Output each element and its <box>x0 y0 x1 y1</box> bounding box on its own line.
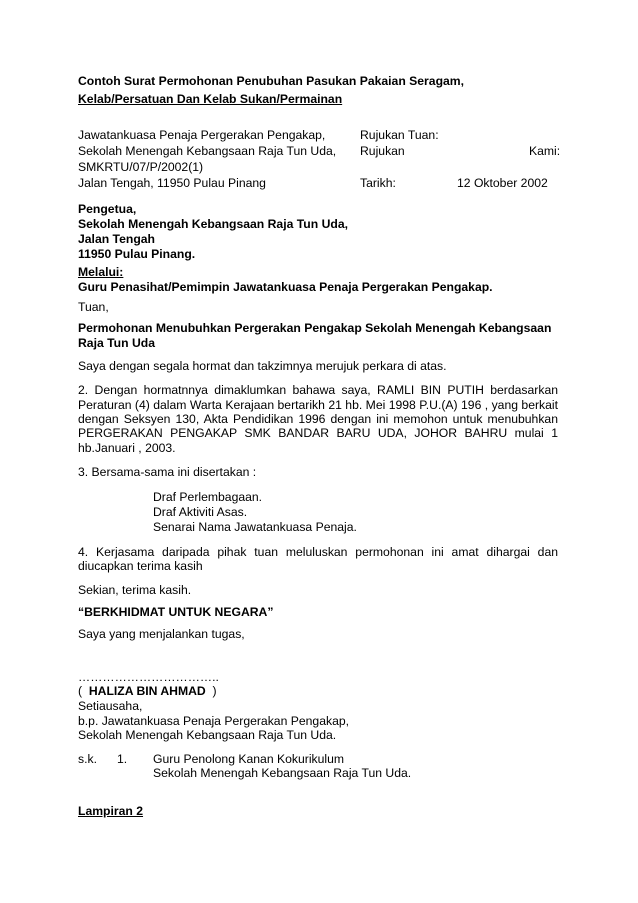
signature-name-line <box>78 684 217 699</box>
signoff: Saya yang menjalankan tugas, <box>78 627 245 641</box>
paragraph-2-line-2: Peraturan (4) dalam Warta Kerajaan bertarikh 21 hb. Mei 1998 P.U.(A) 196 , yang berkait <box>78 398 558 412</box>
cc-line-2: Sekolah Menengah Kebangsaan Raja Tun Uda. <box>153 766 412 780</box>
cc-number: 1. <box>117 752 128 766</box>
paragraph-2-line-5: hb.Januari , 2003. <box>78 441 176 455</box>
attachment-item-1: Draf Perlembagaan. <box>153 490 263 504</box>
our-reference-suffix: Kami: <box>529 144 561 158</box>
title-line-1: Contoh Surat Permohonan Penubuhan Pasukan Pakaian Seragam, <box>78 74 465 88</box>
sender-line-2: Sekolah Menengah Kebangsaan Raja Tun Uda, <box>78 144 337 158</box>
signature-dots: …………………………….. <box>78 670 219 684</box>
signatory-name: HALIZA BIN AHMAD <box>88 684 206 698</box>
signature-close-paren: ) <box>212 684 217 698</box>
paragraph-2-line-1: 2. Dengan hormatnnya dimaklumkan bahawa saya, RAMLI BIN PUTIH berdasarkan <box>78 383 558 397</box>
paragraph-3-intro: 3. Bersama-sama ini disertakan : <box>78 465 257 479</box>
paragraph-1: Saya dengan segala hormat dan takzimnya merujuk perkara di atas. <box>78 359 447 373</box>
subject-line-2: Raja Tun Uda <box>78 336 155 350</box>
title-line-2: Kelab/Persatuan Dan Kelab Sukan/Permainan <box>78 92 343 106</box>
recipient-line-4: 11950 Pulau Pinang. <box>78 247 196 261</box>
paragraph-4-line-1: 4. Kerjasama daripada pihak tuan meluluskan permohonan ini amat dihargai dan <box>78 545 558 559</box>
signatory-org-2: Sekolah Menengah Kebangsaan Raja Tun Uda. <box>78 728 337 742</box>
salutation: Tuan, <box>78 300 109 314</box>
paragraph-4-line-2: diucapkan terima kasih <box>78 559 203 573</box>
attachment-item-3: Senarai Nama Jawatankuasa Penaja. <box>153 520 357 534</box>
recipient-line-1: Pengetua, <box>78 202 137 216</box>
signatory-org-1: b.p. Jawatankuasa Penaja Pergerakan Pengakap, <box>78 714 350 728</box>
closing: Sekian, terima kasih. <box>78 583 192 597</box>
date-value: 12 Oktober 2002 <box>457 176 548 190</box>
via-name: Guru Penasihat/Pemimpin Jawatankuasa Penaja Pergerakan Pengakap. <box>78 280 493 294</box>
recipient-line-3: Jalan Tengah <box>78 232 155 246</box>
subject-line-1: Permohonan Menubuhkan Pergerakan Pengakap Sekolah Menengah Kebangsaan <box>78 321 552 335</box>
attachment-item-2: Draf Aktiviti Asas. <box>153 505 248 519</box>
recipient-line-2: Sekolah Menengah Kebangsaan Raja Tun Uda, <box>78 217 348 231</box>
cc-line-1: Guru Penolong Kanan Kokurikulum <box>153 752 345 766</box>
sender-line-4: Jalan Tengah, 11950 Pulau Pinang <box>78 176 266 190</box>
sender-line-1: Jawatankuasa Penaja Pergerakan Pengakap, <box>78 128 326 142</box>
attachment-label: Lampiran 2 <box>78 804 144 818</box>
cc-label: s.k. <box>78 752 97 766</box>
signatory-title: Setiausaha, <box>78 699 143 713</box>
via-label: Melalui: <box>78 265 124 279</box>
date-label: Tarikh: <box>360 176 396 190</box>
sender-line-3: SMKRTU/07/P/2002(1) <box>78 160 204 174</box>
motto: “BERKHIDMAT UNTUK NEGARA” <box>78 605 274 619</box>
paragraph-2-line-4: PERGERAKAN PENGAKAP SMK BANDAR BARU UDA, JOHOR BAHRU mulai 1 <box>78 426 558 440</box>
your-reference: Rujukan Tuan: <box>360 128 439 142</box>
paragraph-2-line-3: dengan Seksyen 130, Akta Pendidikan 1996 dengan ini memohon untuk menubuhkan <box>78 412 558 426</box>
our-reference-label: Rujukan <box>360 144 405 158</box>
signature-open-paren: ( <box>78 684 83 698</box>
